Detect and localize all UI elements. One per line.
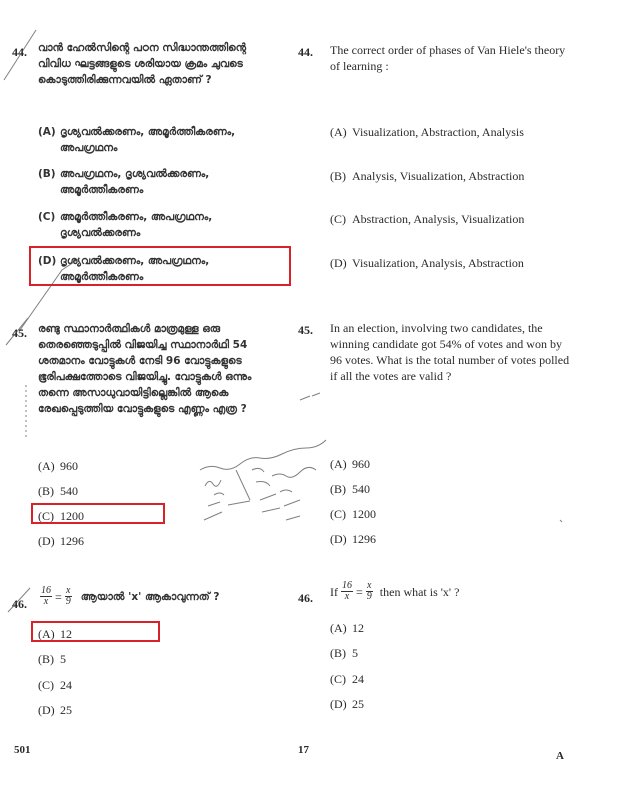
option-text: ദൃശ്യവൽക്കരണം, അപഗ്രഥനം, അമൂർത്തീകരണം bbox=[60, 255, 210, 283]
option-label: (A) bbox=[38, 627, 55, 641]
option-label: (A) bbox=[330, 457, 347, 471]
q46-number-ml: 46. bbox=[12, 597, 27, 611]
q44-en-option-d bbox=[330, 255, 590, 271]
option-text: 540 bbox=[60, 484, 78, 498]
q45-ml-option-b bbox=[38, 483, 78, 499]
option-label: (C) bbox=[330, 507, 346, 521]
option-text: Visualization, Abstraction, Analysis bbox=[352, 125, 524, 139]
fraction-right bbox=[65, 586, 72, 607]
fraction-left bbox=[40, 586, 52, 607]
q45-en-option-b bbox=[330, 481, 370, 497]
option-text: 540 bbox=[352, 482, 370, 496]
q44-en-option-b bbox=[330, 168, 590, 184]
option-label: (A) bbox=[38, 459, 55, 473]
q46-ml-option-c bbox=[38, 677, 72, 693]
option-text: 960 bbox=[352, 457, 370, 471]
denominator: 9 bbox=[65, 596, 71, 607]
q44-number-en: 44. bbox=[298, 45, 313, 59]
option-label: (C) bbox=[330, 212, 346, 226]
q45-en-option-c bbox=[330, 506, 376, 522]
option-text: 12 bbox=[60, 627, 72, 641]
q44-en-option-c bbox=[330, 211, 590, 227]
scribble-dash-1 bbox=[300, 393, 320, 400]
answer-highlight-q44 bbox=[29, 246, 291, 286]
q45-ml-option-d bbox=[38, 533, 84, 549]
q45-number-ml: 45. bbox=[12, 326, 27, 340]
option-text: 24 bbox=[352, 672, 364, 686]
fraction-left bbox=[341, 581, 353, 602]
numerator: 16 bbox=[342, 580, 352, 591]
answer-highlight-q45 bbox=[31, 503, 165, 524]
answer-highlight-q46 bbox=[31, 621, 160, 642]
option-text: Abstraction, Analysis, Visualization bbox=[352, 212, 525, 226]
option-label: (D) bbox=[38, 255, 57, 267]
numerator: 16 bbox=[41, 585, 51, 596]
option-label: (B) bbox=[330, 169, 346, 183]
scribble-working-1 bbox=[204, 480, 224, 520]
scribble-working-2 bbox=[228, 470, 250, 505]
option-text: 1296 bbox=[60, 534, 84, 548]
option-label: (B) bbox=[38, 652, 54, 666]
fraction-right bbox=[366, 581, 373, 602]
option-text: അമൂർത്തീകരണം, അപഗ്രഥനം, ദൃശ്യവൽക്കരണം bbox=[60, 211, 213, 239]
scribble-line-1 bbox=[200, 440, 326, 470]
q44-number-ml: 44. bbox=[12, 45, 27, 59]
option-text: 25 bbox=[60, 703, 72, 717]
option-text: അപഗ്രഥനം, ദൃശ്യവൽക്കരണം, അമൂർത്തീകരണം bbox=[60, 168, 210, 196]
option-label: (C) bbox=[38, 211, 56, 223]
denominator: x bbox=[344, 591, 350, 602]
q45-number-en: 45. bbox=[298, 323, 313, 337]
q45-en-option-a bbox=[330, 456, 370, 472]
option-text: ദൃശ്യവൽക്കരണം, അമൂർത്തീകരണം, അപഗ്രഥനം bbox=[60, 126, 236, 154]
numerator: x bbox=[66, 585, 71, 596]
option-text: 24 bbox=[60, 678, 72, 692]
q45-question-ml: രണ്ടു സ്ഥാനാർത്ഥികൾ മാത്രമുള്ള ഒരു തെരഞ്ഞെടുപ്പിൽ വിജയിച്ച സ്ഥാനാർഥി 54 ശതമാനം വോട്ടുകൾ നേടി 96 വോട്ടുകളുടെ ഭൂരിപക്ഷത്തോടെ വിജയിച്ചു. വോട്ടുകൾ ഒന്നും തന്നെ അസാധുവായിട്ടില്ലെങ്കിൽ ആകെ രേഖപ്പെടുത്തിയ വോട്ടുകളുടെ എണ്ണം എത്ര ? bbox=[38, 323, 252, 415]
numerator: x bbox=[367, 580, 372, 591]
option-text: 1200 bbox=[60, 509, 84, 523]
option-label: (D) bbox=[330, 532, 347, 546]
option-label: (B) bbox=[38, 168, 56, 180]
option-label: (B) bbox=[38, 484, 54, 498]
q46-number-en: 46. bbox=[298, 591, 313, 605]
speck bbox=[560, 520, 562, 522]
q44-en-option-a bbox=[330, 124, 590, 140]
option-label: (D) bbox=[330, 697, 347, 711]
option-label: (C) bbox=[38, 509, 54, 523]
q44-question-en: The correct order of phases of Van Hiele's theory of learning : bbox=[330, 43, 566, 73]
option-label: (D) bbox=[330, 256, 347, 270]
scribble-working-4 bbox=[272, 467, 316, 520]
option-label: (D) bbox=[38, 534, 55, 548]
option-text: 12 bbox=[352, 621, 364, 635]
q44-ml-option-a bbox=[38, 124, 278, 156]
option-label: (C) bbox=[330, 672, 346, 686]
q46-en-option-a bbox=[330, 620, 364, 636]
scribble-working-3 bbox=[252, 468, 280, 512]
q46-en-prefix: If bbox=[330, 584, 338, 599]
option-label: (B) bbox=[330, 646, 346, 660]
q46-question-ml bbox=[40, 586, 220, 607]
denominator: 9 bbox=[366, 591, 372, 602]
q46-question-en bbox=[330, 581, 459, 602]
q46-ml-option-b bbox=[38, 651, 66, 667]
equals-sign: = bbox=[55, 589, 62, 604]
q46-en-option-c bbox=[330, 671, 364, 687]
option-label: (A) bbox=[330, 125, 347, 139]
equals-sign: = bbox=[356, 584, 363, 599]
paper-code: 501 bbox=[14, 744, 31, 756]
option-text: 1200 bbox=[352, 507, 376, 521]
option-text: 25 bbox=[352, 697, 364, 711]
q45-question-en: In an election, involving two candidates, the winning candidate got 54% of votes and won by 96 votes. What is the total number of votes polled if all the votes are valid ? bbox=[330, 321, 570, 383]
q46-en-suffix: then what is 'x' ? bbox=[379, 584, 460, 599]
option-text: 1296 bbox=[352, 532, 376, 546]
option-label: (A) bbox=[330, 621, 347, 635]
q46-ml-text: ആയാൽ 'x' ആകാവുന്നത് ? bbox=[80, 590, 220, 603]
page-number: 17 bbox=[298, 744, 309, 756]
option-text: Visualization, Analysis, Abstraction bbox=[352, 256, 524, 270]
option-text: 5 bbox=[352, 646, 358, 660]
denominator: x bbox=[43, 596, 49, 607]
q46-ml-option-d bbox=[38, 702, 72, 718]
option-text: 5 bbox=[60, 652, 66, 666]
q44-ml-option-b bbox=[38, 166, 278, 198]
q46-en-option-b bbox=[330, 645, 358, 661]
q45-ml-option-a bbox=[38, 458, 78, 474]
series-letter: A bbox=[556, 750, 564, 762]
option-label: (B) bbox=[330, 482, 346, 496]
option-text: 960 bbox=[60, 459, 78, 473]
option-label: (C) bbox=[38, 678, 54, 692]
q45-en-option-d bbox=[330, 531, 376, 547]
option-text: Analysis, Visualization, Abstraction bbox=[352, 169, 525, 183]
option-label: (D) bbox=[38, 703, 55, 717]
option-label: (A) bbox=[38, 126, 56, 138]
q44-ml-option-c bbox=[38, 209, 278, 241]
q44-question-ml: വാൻ ഹേൽസിന്റെ പഠന സിദ്ധാന്തത്തിന്റെ വിവിധ ഘട്ടങ്ങളുടെ ശരിയായ ക്രമം ചുവടെ കൊടുത്തിരിക്കുന്നവയിൽ ഏതാണ് ? bbox=[38, 42, 247, 86]
q46-en-option-d bbox=[330, 696, 364, 712]
